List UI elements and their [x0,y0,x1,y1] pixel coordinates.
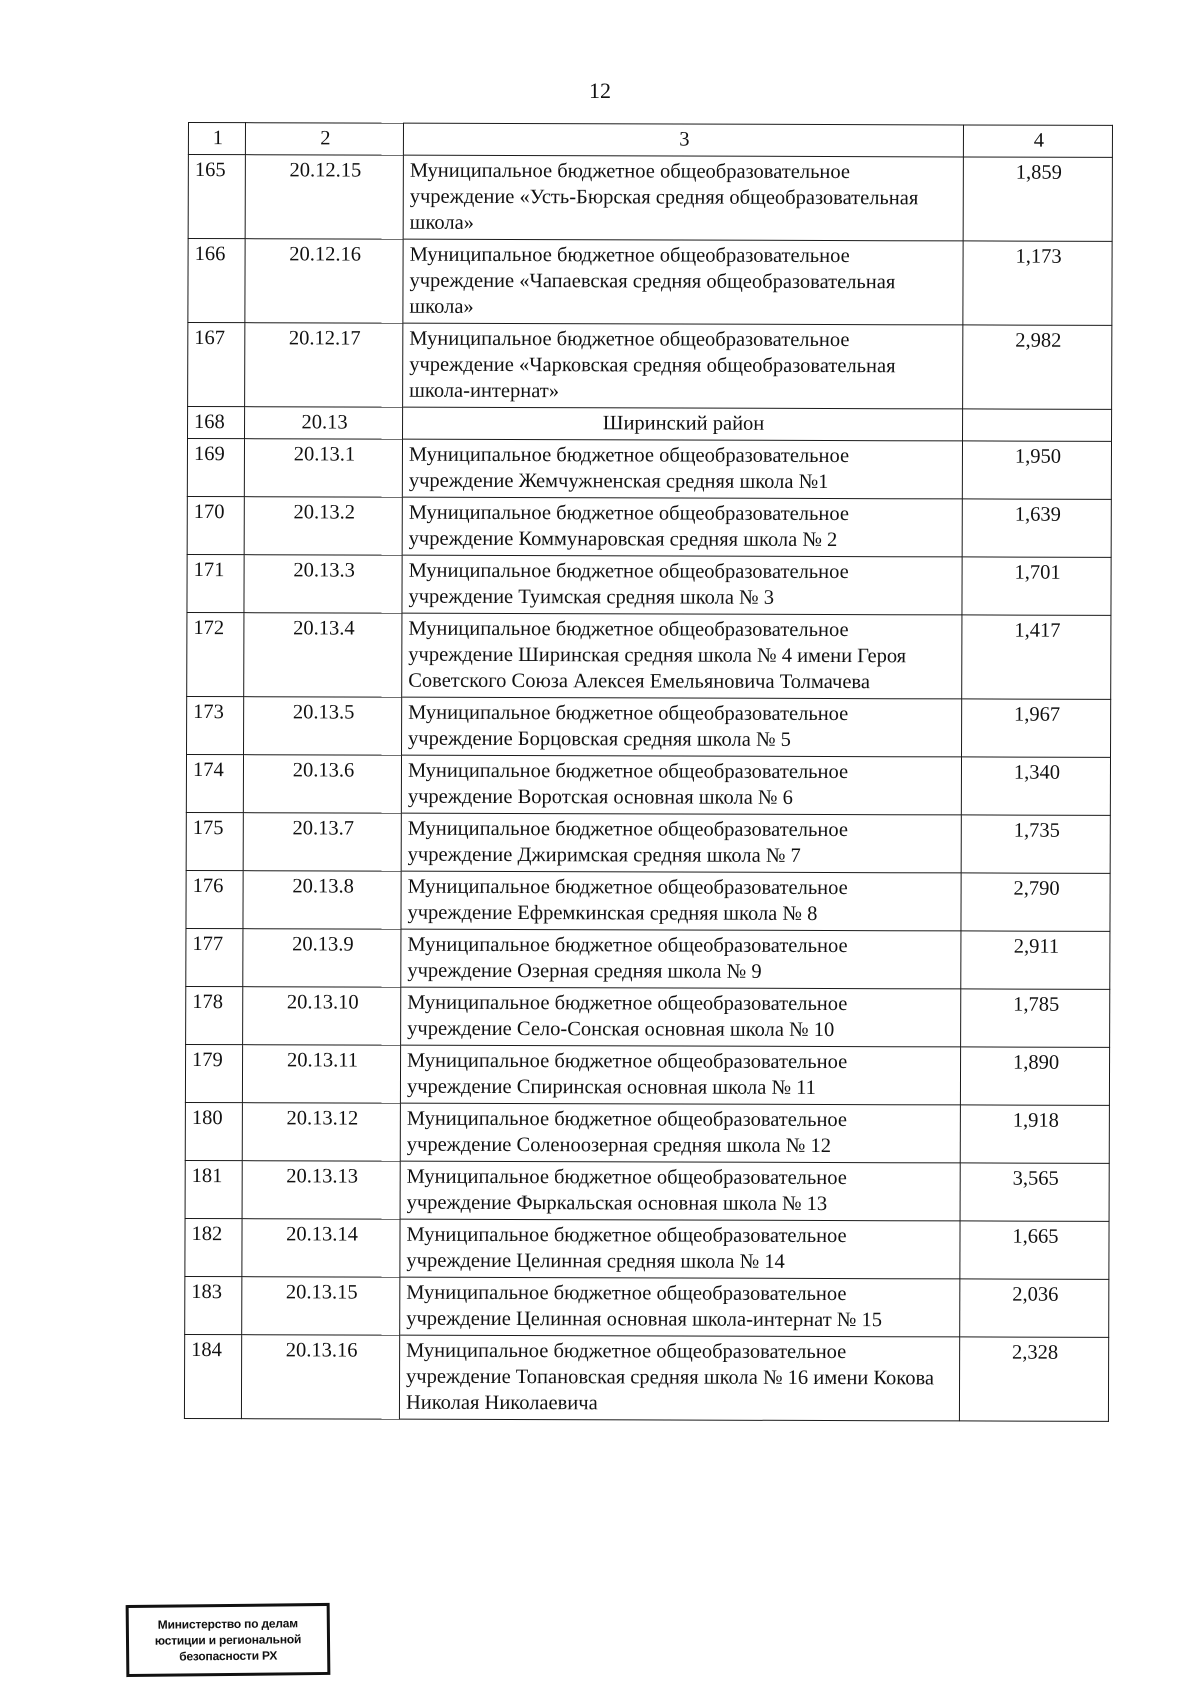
table-row [186,754,1110,815]
row-code-cell: 20.13.1 [244,439,402,497]
row-code-cell: 20.13.13 [242,1161,400,1219]
row-number-cell: 170 [187,496,244,554]
institution-name-cell: Муниципальное бюджетное общеобразовательное учреждение Целинная средняя школа № 14 [400,1219,960,1279]
ministry-stamp [126,1603,331,1677]
column-header-4: 4 [963,125,1112,157]
row-code-cell: 20.13.9 [243,929,401,987]
table-row [186,986,1110,1047]
table-row [188,155,1112,242]
row-number-cell: 169 [187,439,244,497]
institution-name-cell: Муниципальное бюджетное общеобразовательное учреждение Ширинская средняя школа № 4 имени Героя Советского Союза Алексея Емельяновича Толмачева [402,613,962,699]
institution-name-cell: Муниципальное бюджетное общеобразовательное учреждение Спиринская основная школа № 11 [400,1045,960,1105]
institution-name-cell: Муниципальное бюджетное общеобразовательное учреждение Топановская средняя школа № 16 имени Кокова Николая Николаевича [399,1335,959,1421]
row-value-cell: 1,665 [960,1221,1109,1279]
row-code-cell: 20.13 [245,407,403,439]
row-number-cell: 178 [186,986,243,1044]
row-number-cell: 168 [188,407,245,439]
row-value-cell [963,409,1112,441]
institution-name-cell: Муниципальное бюджетное общеобразовательное учреждение «Усть-Бюрская средняя общеобразовательная школа» [403,155,963,241]
row-value-cell: 1,859 [963,157,1112,241]
table-row [187,612,1111,699]
institution-name-cell: Муниципальное бюджетное общеобразовательное учреждение Целинная основная школа-интернат № 15 [400,1277,960,1337]
row-number-cell: 165 [188,155,245,239]
table-row [185,1276,1109,1337]
row-value-cell: 1,639 [962,499,1111,557]
table-header-row [188,123,1112,158]
stamp-line-2: юстиции и региональной [154,1632,302,1648]
row-code-cell: 20.13.7 [243,813,401,871]
institution-name-cell: Муниципальное бюджетное общеобразовательное учреждение Джиримская средняя школа № 7 [401,813,961,873]
row-number-cell: 175 [186,812,243,870]
column-header-1: 1 [188,123,245,155]
row-number-cell: 177 [186,928,243,986]
row-value-cell: 3,565 [960,1163,1109,1221]
stamp-line-3: безопасности РХ [179,1648,278,1664]
institution-name-cell: Муниципальное бюджетное общеобразовательное учреждение Фыркальская основная школа № 13 [400,1161,960,1221]
table-row [185,1044,1109,1105]
table-row [185,1102,1109,1163]
page-number: 12 [589,78,611,103]
row-code-cell: 20.13.10 [243,987,401,1045]
row-code-cell: 20.13.12 [242,1103,400,1161]
table-row [187,496,1111,557]
row-value-cell: 1,701 [962,557,1111,615]
row-value-cell: 2,790 [961,873,1110,931]
table-row [185,1160,1109,1221]
institution-name-cell: Муниципальное бюджетное общеобразовательное учреждение «Чапаевская средняя общеобразовательная школа» [403,239,963,325]
stamp-line-1: Министерство по делам [157,1616,298,1632]
row-value-cell: 1,340 [961,757,1110,815]
row-number-cell: 181 [185,1160,242,1218]
row-number-cell: 182 [185,1218,242,1276]
row-value-cell: 1,173 [963,241,1112,325]
row-number-cell: 180 [185,1102,242,1160]
row-number-cell: 166 [188,239,245,323]
table-row [186,928,1110,989]
row-value-cell: 1,735 [961,815,1110,873]
region-name-cell: Ширинский район [403,407,963,441]
row-number-cell: 174 [186,754,243,812]
row-code-cell: 20.12.17 [245,323,403,407]
institution-name-cell: Муниципальное бюджетное общеобразовательное учреждение Туимская средняя школа № 3 [402,555,962,615]
table-row [186,812,1110,873]
institution-name-cell: Муниципальное бюджетное общеобразовательное учреждение Село-Сонская основная школа № 10 [401,987,961,1047]
column-header-3: 3 [403,123,963,157]
row-code-cell: 20.13.14 [242,1219,400,1277]
institution-name-cell: Муниципальное бюджетное общеобразовательное учреждение Борцовская средняя школа № 5 [402,697,962,757]
row-value-cell: 2,982 [963,325,1112,409]
table-row [187,696,1111,757]
row-code-cell: 20.13.11 [242,1045,400,1103]
institution-name-cell: Муниципальное бюджетное общеобразовательное учреждение Соленоозерная средняя школа № 12 [400,1103,960,1163]
row-number-cell: 171 [187,554,244,612]
row-value-cell: 2,911 [961,931,1110,989]
row-code-cell: 20.13.3 [244,555,402,613]
row-number-cell: 176 [186,870,243,928]
row-number-cell: 173 [187,696,244,754]
row-value-cell: 1,890 [960,1047,1109,1105]
row-value-cell: 1,785 [961,989,1110,1047]
institution-name-cell: Муниципальное бюджетное общеобразовательное учреждение Коммунаровская средняя школа № 2 [402,497,962,557]
institution-name-cell: Муниципальное бюджетное общеобразовательное учреждение Воротская основная школа № 6 [401,755,961,815]
row-code-cell: 20.13.16 [241,1335,399,1419]
table-row [188,407,1112,442]
row-code-cell: 20.13.4 [244,613,402,697]
row-code-cell: 20.13.2 [244,497,402,555]
institution-name-cell: Муниципальное бюджетное общеобразовательное учреждение «Чарковская средняя общеобразовательная школа-интернат» [403,323,963,409]
row-number-cell: 183 [185,1276,242,1334]
table-row [187,554,1111,615]
row-code-cell: 20.13.5 [244,697,402,755]
table-row [188,323,1112,410]
column-header-2: 2 [245,123,403,155]
row-code-cell: 20.13.6 [243,755,401,813]
row-code-cell: 20.13.15 [242,1277,400,1335]
row-value-cell: 1,950 [962,441,1111,499]
row-value-cell: 1,967 [962,699,1111,757]
row-value-cell: 2,036 [960,1279,1109,1337]
row-value-cell: 2,328 [959,1337,1108,1421]
row-value-cell: 1,918 [960,1105,1109,1163]
table-row [185,1218,1109,1279]
row-number-cell: 172 [187,612,244,696]
table-row [186,870,1110,931]
table-row [187,439,1111,500]
row-code-cell: 20.13.8 [243,871,401,929]
row-number-cell: 179 [185,1044,242,1102]
table-row [188,239,1112,326]
institution-name-cell: Муниципальное бюджетное общеобразовательное учреждение Жемчужненская средняя школа №1 [402,439,962,499]
row-code-cell: 20.12.16 [245,239,403,323]
row-number-cell: 184 [184,1334,241,1418]
row-number-cell: 167 [188,323,245,407]
table-row [184,1334,1108,1421]
allocation-table [184,122,1113,1422]
institution-name-cell: Муниципальное бюджетное общеобразовательное учреждение Озерная средняя школа № 9 [401,929,961,989]
row-value-cell: 1,417 [962,615,1111,699]
row-code-cell: 20.12.15 [245,155,403,239]
institution-name-cell: Муниципальное бюджетное общеобразовательное учреждение Ефремкинская средняя школа № 8 [401,871,961,931]
